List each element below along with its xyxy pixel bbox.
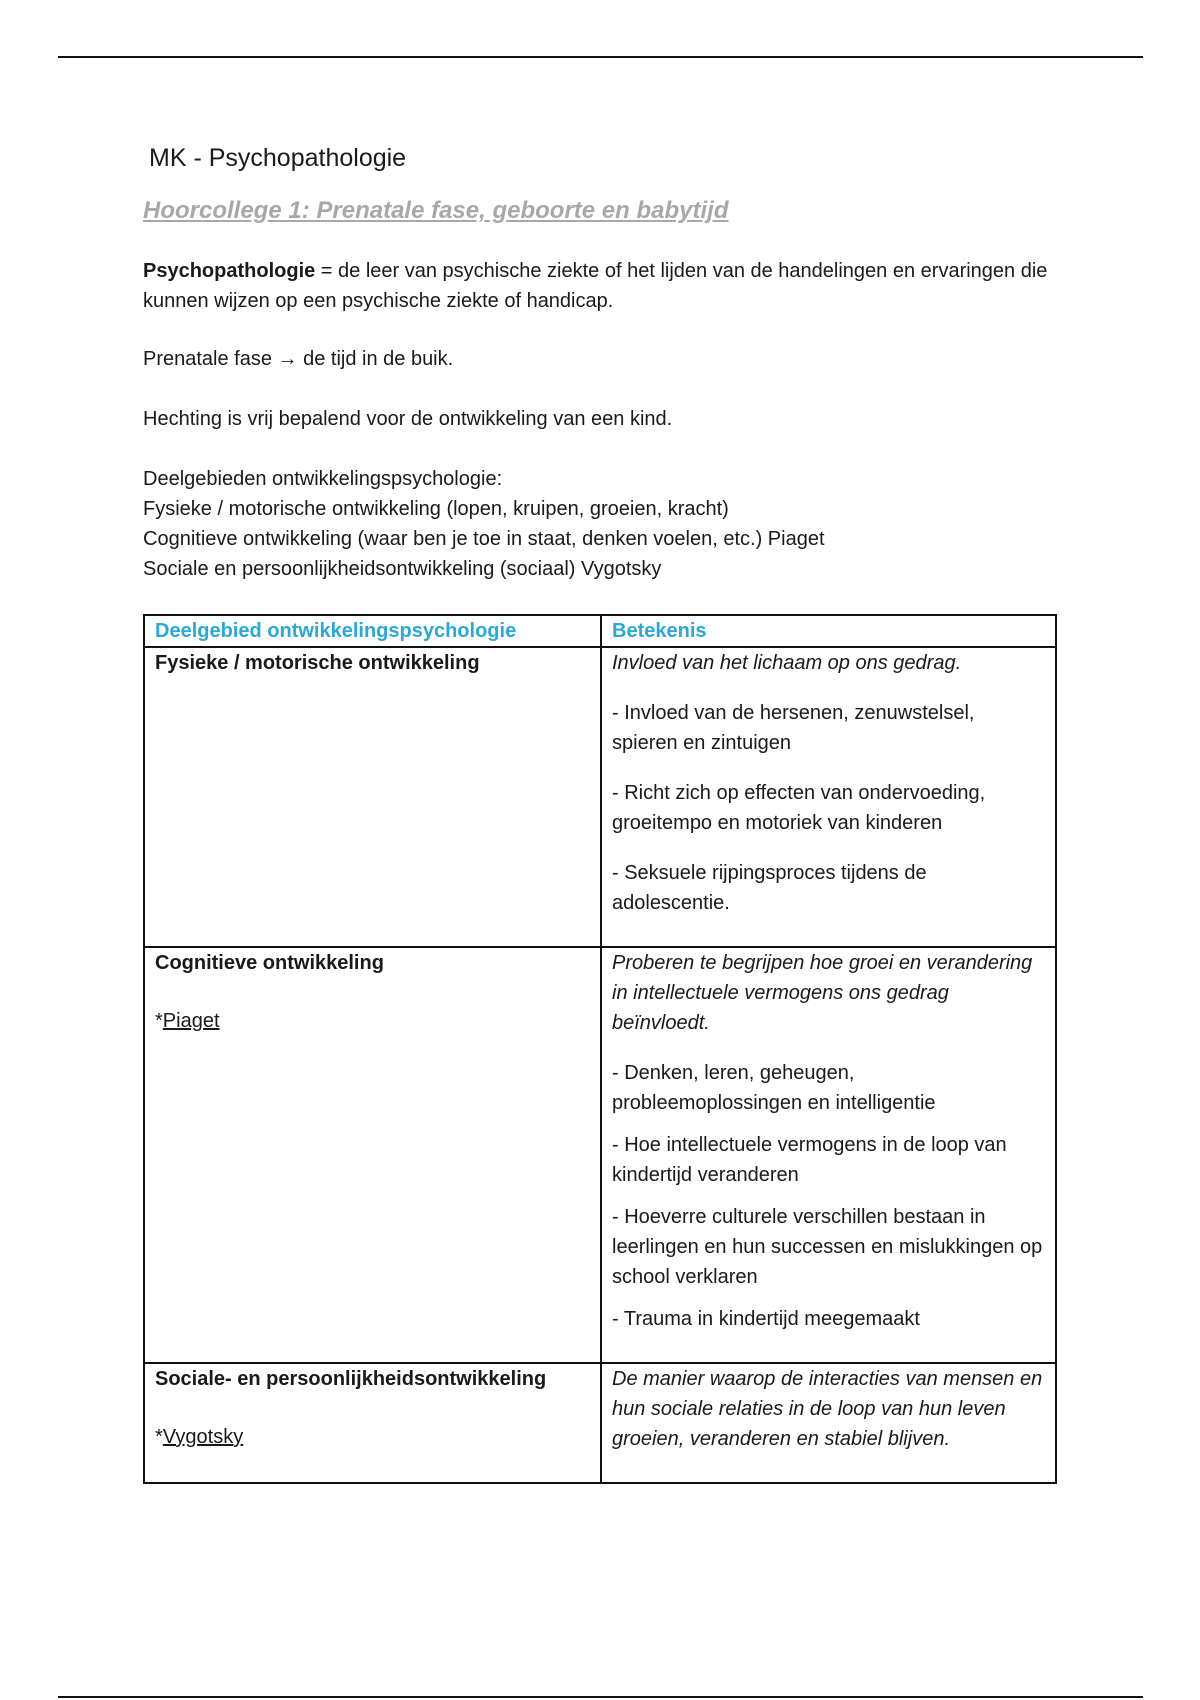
definition-text: = de leer van psychische ziekte of het lijden van de handelingen en ervaringen die kunnen wijzen op een psychische ziekte of handicap. — [143, 260, 1048, 312]
lecture-title: Hoorcollege 1: Prenatale fase, geboorte en babytijd — [143, 197, 729, 224]
theorist-note: *Vygotsky — [155, 1426, 244, 1448]
area-label: Cognitieve ontwikkeling — [155, 952, 384, 974]
definition-paragraph — [143, 256, 1063, 316]
theorist-name: Vygotsky — [162, 1426, 244, 1448]
table-header-meaning: Betekenis — [601, 615, 1056, 647]
meaning-bullet: - Hoeverre culturele verschillen bestaan in leerlingen en hun successen en mislukkingen op school verklaren — [612, 1206, 1043, 1288]
subfields-heading: Deelgebieden ontwikkelingspsychologie: — [143, 468, 503, 490]
top-rule — [58, 56, 1143, 58]
prenatal-label: Prenatale fase — [143, 348, 278, 370]
table-cell-meaning — [601, 1363, 1056, 1483]
meaning-bullet: - Richt zich op effecten van ondervoeding, groeitempo en motoriek van kinderen — [612, 782, 986, 834]
table-cell-area — [144, 647, 601, 947]
table-cell-meaning — [601, 947, 1056, 1363]
theorist-name: Piaget — [162, 1010, 220, 1032]
subfield-item: Sociale en persoonlijkheidsontwikkeling (sociaal) Vygotsky — [143, 558, 662, 580]
meaning-bullet: - Seksuele rijpingsproces tijdens de adolescentie. — [612, 862, 927, 914]
page-content — [143, 140, 1063, 1484]
table-header-row — [144, 615, 1056, 647]
table-row — [144, 647, 1056, 947]
subfields-table — [143, 614, 1057, 1484]
theorist-note: *Piaget — [155, 1010, 220, 1032]
meaning-bullet: - Invloed van de hersenen, zenuwstelsel, spieren en zintuigen — [612, 702, 975, 754]
meaning-bullet: - Trauma in kindertijd meegemaakt — [612, 1308, 920, 1330]
bottom-rule — [58, 1696, 1143, 1698]
prenatal-line — [143, 344, 1063, 374]
table-cell-area — [144, 1363, 601, 1483]
table-row — [144, 1363, 1056, 1483]
hechting-line: Hechting is vrij bepalend voor de ontwikkeling van een kind. — [143, 408, 673, 430]
meaning-intro: Invloed van het lichaam op ons gedrag. — [612, 652, 962, 674]
meaning-intro: De manier waarop de interacties van mensen en hun sociale relaties in de loop van hun leven groeien, veranderen en stabiel blijven. — [612, 1368, 1043, 1450]
table-row — [144, 947, 1056, 1363]
area-label: Fysieke / motorische ontwikkeling — [155, 652, 480, 674]
document-title: MK - Psychopathologie — [149, 144, 407, 172]
meaning-intro: Proberen te begrijpen hoe groei en verandering in intellectuele vermogens ons gedrag beïnvloedt. — [612, 952, 1033, 1034]
area-label: Sociale- en persoonlijkheidsontwikkeling — [155, 1368, 547, 1390]
prenatal-text: de tijd in de buik. — [297, 348, 454, 370]
table-cell-area — [144, 947, 601, 1363]
arrow-icon: → — [277, 348, 298, 370]
table-cell-meaning — [601, 647, 1056, 947]
subfield-item: Cognitieve ontwikkeling (waar ben je toe in staat, denken voelen, etc.) Piaget — [143, 528, 825, 550]
table-header-area: Deelgebied ontwikkelingspsychologie — [144, 615, 601, 647]
subfield-item: Fysieke / motorische ontwikkeling (lopen, kruipen, groeien, kracht) — [143, 498, 729, 520]
meaning-bullet: - Hoe intellectuele vermogens in de loop van kindertijd veranderen — [612, 1134, 1007, 1186]
meaning-bullet: - Denken, leren, geheugen, probleemoplossingen en intelligentie — [612, 1062, 936, 1114]
definition-term: Psychopathologie — [143, 260, 316, 282]
